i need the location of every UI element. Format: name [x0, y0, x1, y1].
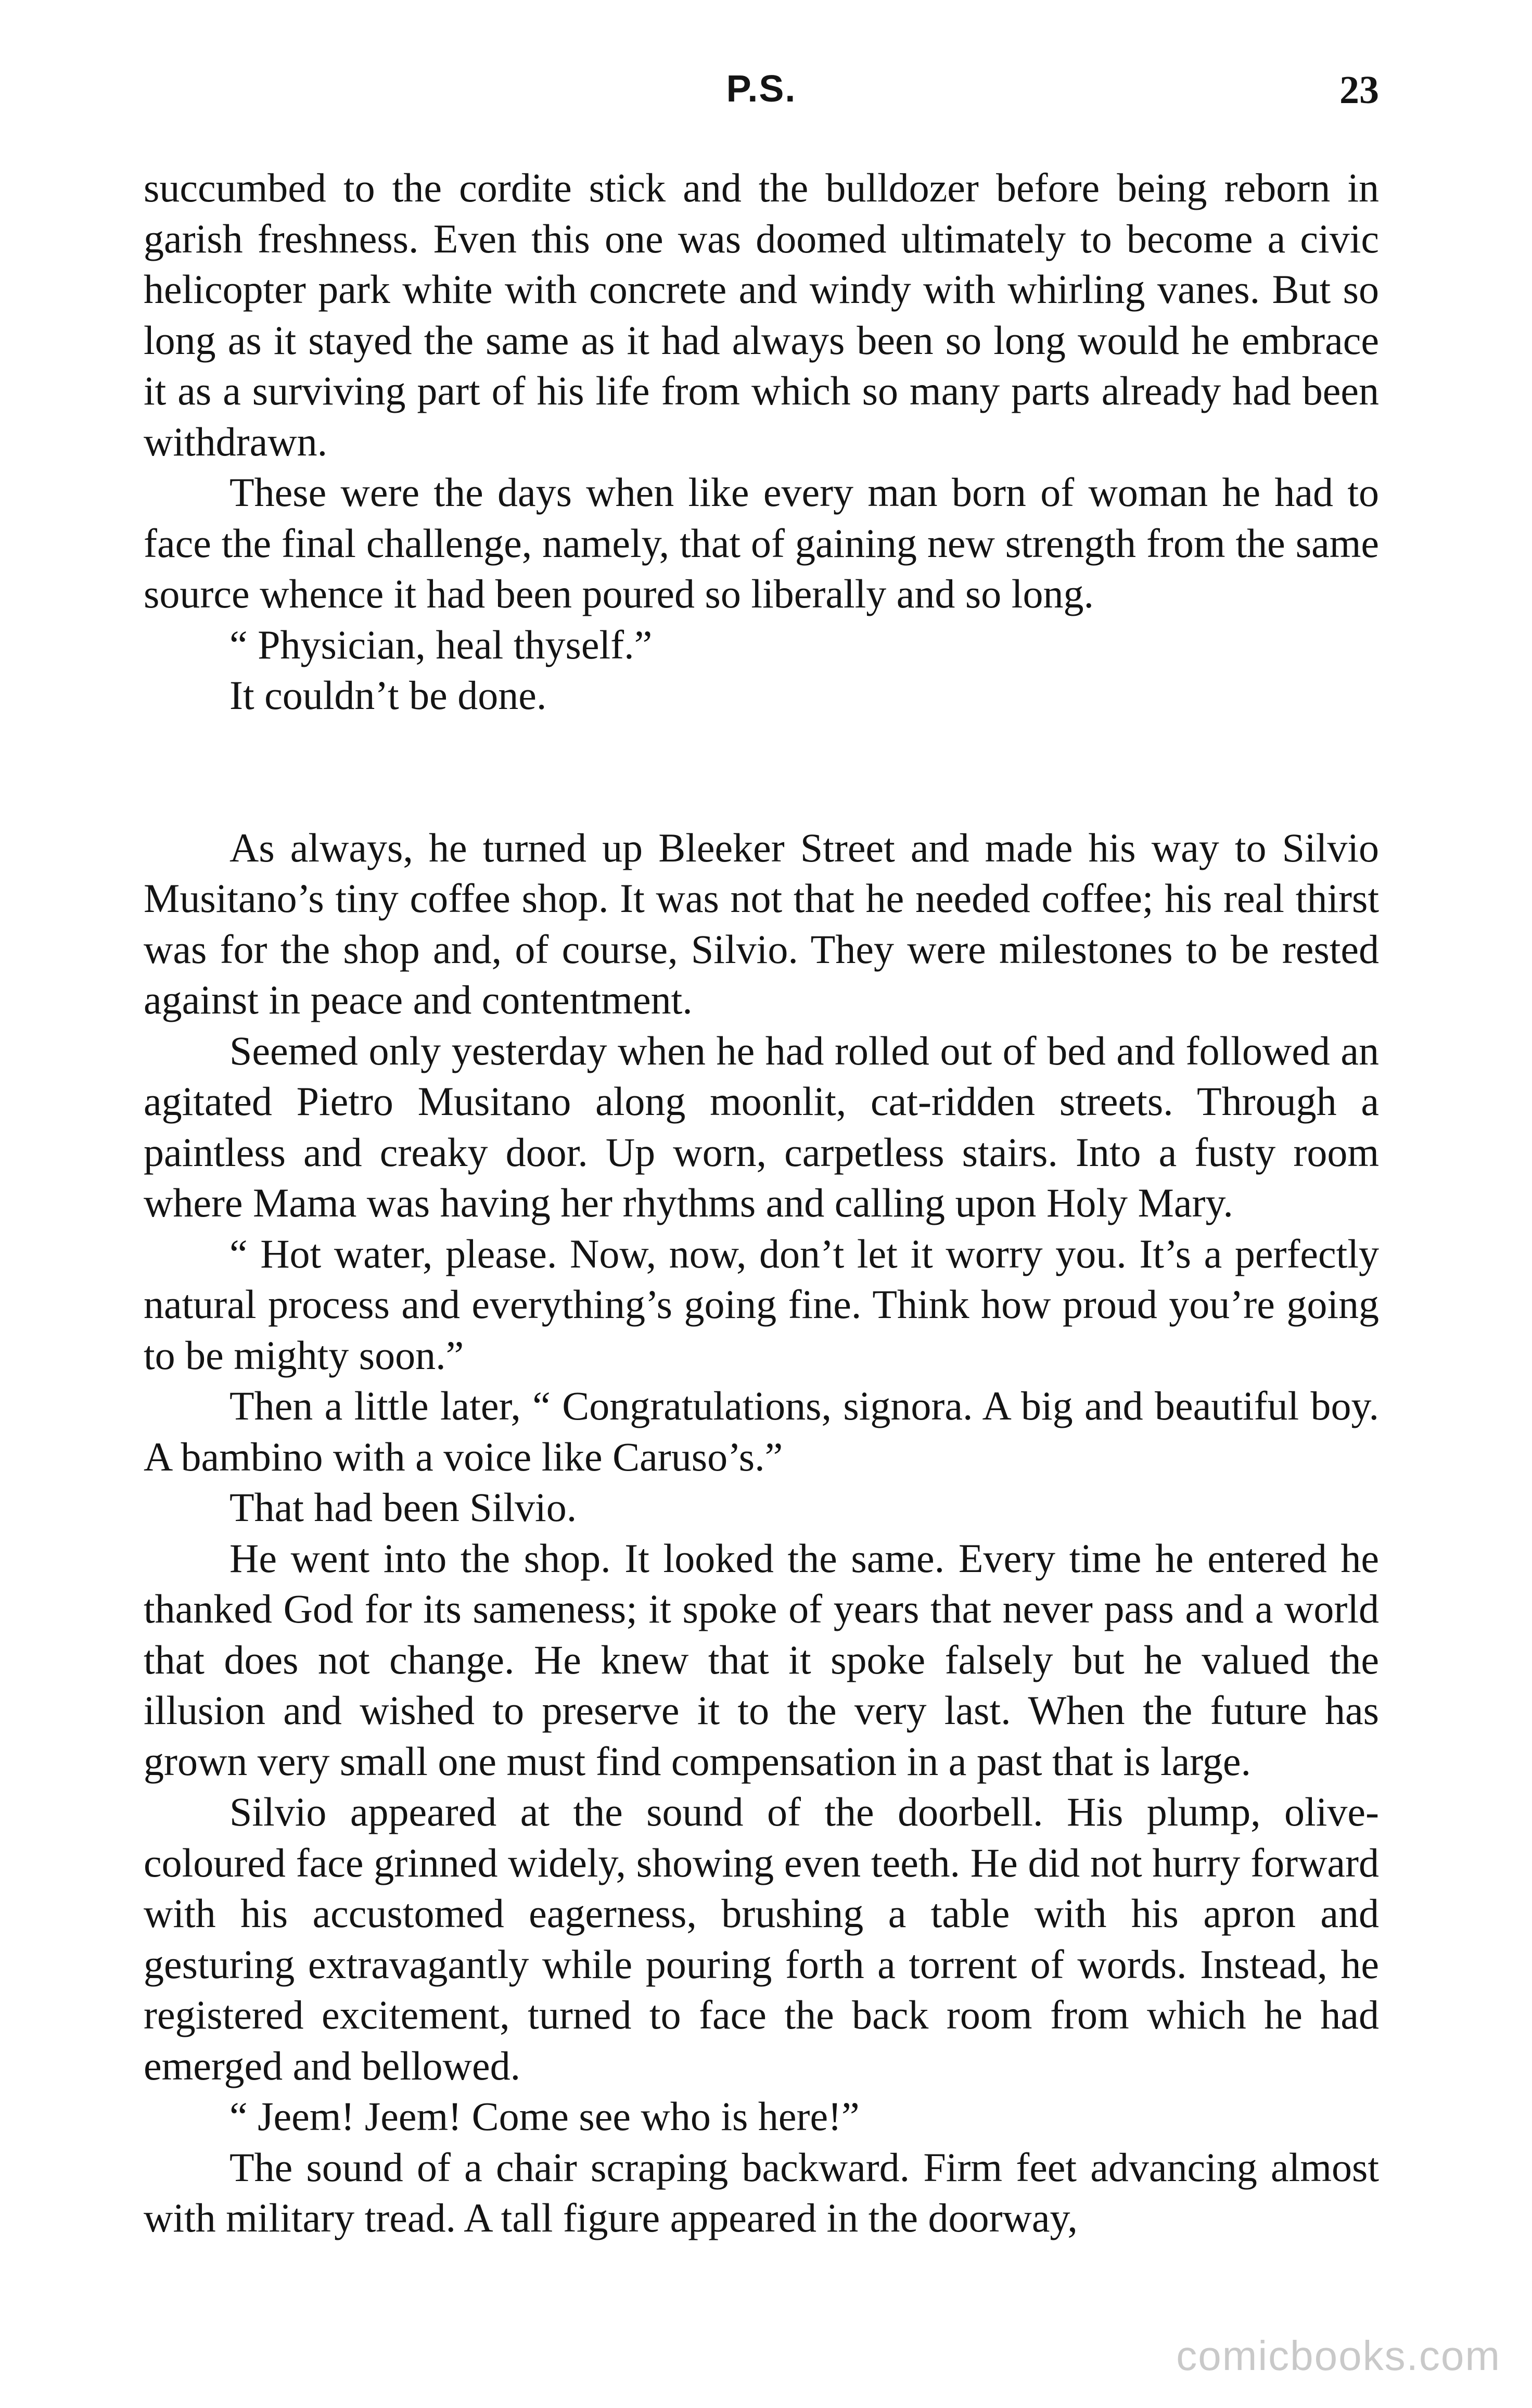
- watermark: comicbooks.com: [1176, 2333, 1501, 2379]
- paragraph-dialogue: “ Physician, heal thyself.”: [229, 622, 653, 667]
- paragraph: Silvio appeared at the sound of the doorbell. His plump, olive-coloured face grinned widely, showing even teeth. He did not hurry forward with his accustomed eagerness, brushing a table with his apron and gesturing extravagantly while pouring forth a torrent of words. Instead, he registered excitement, turned to face the back room from which he had emerged and bellowed.: [144, 1789, 1379, 2088]
- paragraph: That had been Silvio.: [229, 1485, 577, 1530]
- page-number: 23: [1339, 68, 1379, 112]
- running-head: P.S.: [726, 68, 797, 110]
- paragraph-section-start: As always, he turned up Bleeker Street and made his way to Silvio Musitano’s tiny coffee shop. It was not that he needed coffee; his real thirst was for the shop and, of course, Silvio. They were milestones to be rested against in peace and contentment.: [144, 825, 1379, 1022]
- page-header: [144, 68, 1379, 120]
- paragraph: Seemed only yesterday when he had rolled out of bed and followed an agitated Pietro Musitano along moonlit, cat-ridden streets. Through a paintless and creaky door. Up worn, carpetless stairs. Into a fusty room where Mama was having her rhythms and calling upon Holy Mary.: [144, 1028, 1379, 1225]
- body-text: [144, 162, 1379, 2244]
- paragraph-continuation: succumbed to the cordite stick and the bulldozer before being reborn in garish freshness. Even this one was doomed ultimately to become a civic helicopter park white with concrete and windy with whirling vanes. But so long as it stayed the same as it had always been so long would he embrace it as a surviving part of his life from which so many parts already had been withdrawn.: [144, 165, 1379, 464]
- paragraph-dialogue: “ Jeem! Jeem! Come see who is here!”: [229, 2094, 860, 2139]
- paragraph: He went into the shop. It looked the same. Every time he entered he thanked God for its sameness; it spoke of years that never pass and a world that does not change. He knew that it spoke falsely but he valued the illusion and wished to preserve it to the very last. When the future has grown very small one must find compensation in a past that is large.: [144, 1535, 1379, 1784]
- paragraph: The sound of a chair scraping backward. Firm feet advancing almost with military tread. A tall figure appeared in the doorway,: [144, 2144, 1379, 2240]
- paragraph: It couldn’t be done.: [229, 673, 547, 718]
- paragraph-dialogue: “ Hot water, please. Now, now, don’t let it worry you. It’s a perfectly natural process and everything’s going fine. Think how proud you’re going to be mighty soon.”: [144, 1231, 1379, 1378]
- paragraph: These were the days when like every man born of woman he had to face the final challenge, namely, that of gaining new strength from the same source whence it had been poured so liberally and so long.: [144, 470, 1379, 616]
- paragraph-dialogue: Then a little later, “ Congratulations, signora. A big and beautiful boy. A bambino with a voice like Caruso’s.”: [144, 1383, 1379, 1479]
